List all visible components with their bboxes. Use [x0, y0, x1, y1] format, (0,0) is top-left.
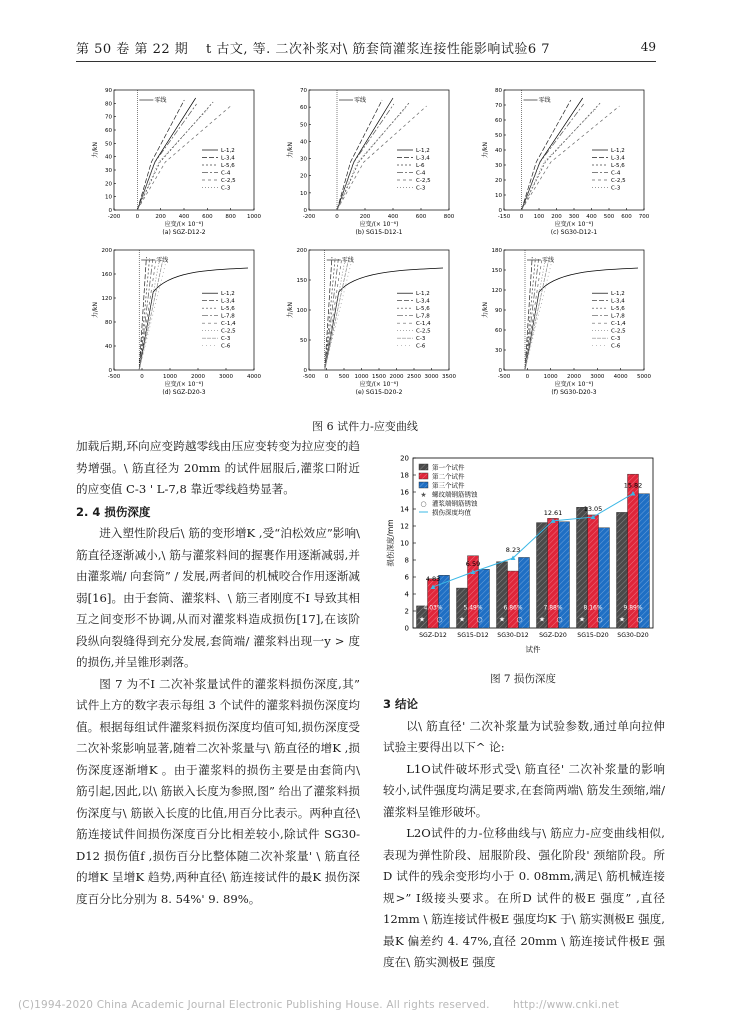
fig7-x-axis-label: 试件	[525, 645, 541, 654]
fig6-curve-L12	[522, 98, 583, 210]
fig7-bar-SGZ-D20-1	[537, 523, 548, 628]
fig7-ytick-label: 8	[404, 556, 409, 565]
fig7-ytick-label: 4	[404, 590, 409, 599]
fig6-ytick-label: 30	[495, 348, 502, 354]
fig7-category-label: SG15-D20	[577, 632, 609, 639]
figure7-bar-chart	[383, 444, 663, 670]
fig7-star-marker: ★	[578, 615, 586, 624]
fig6-legend-label: C-2,5	[611, 328, 626, 335]
fig6-xtick-label: 400	[387, 214, 399, 220]
fig6-curve-C6	[139, 263, 165, 370]
fig6-legend-label: C-3	[221, 185, 231, 192]
fig7-mean-label: 12.61	[543, 508, 563, 517]
fig6-zero-label: 零线	[341, 257, 354, 264]
fig6-xtick-label: 200	[359, 214, 371, 220]
fig6-curve-C3	[522, 108, 597, 210]
fig6-xtick-label: 400	[178, 214, 190, 220]
fig6-legend-label: C-6	[221, 343, 231, 350]
fig7-y-axis-label: 损伤深度/mm	[386, 519, 395, 567]
figure6-curves	[80, 84, 660, 414]
fig7-ytick-label: 14	[400, 505, 409, 514]
fig7-circle-marker: ○	[636, 615, 643, 624]
fig6-panel-3	[481, 88, 650, 236]
fig6-xtick-label: 0	[519, 214, 524, 220]
fig6-zero-label: 零线	[154, 97, 167, 104]
fig7-star-marker: ★	[538, 615, 546, 624]
fig6-ytick-label: 0	[303, 368, 307, 374]
fig7-bar-SGZ-D20-2	[548, 518, 559, 628]
header-rule	[76, 61, 656, 62]
fig6-panel-4	[91, 248, 261, 396]
fig6-legend-label: L-3,4	[611, 155, 625, 162]
fig6-ytick-label: 20	[105, 181, 112, 188]
fig6-xtick-label: 0	[324, 374, 329, 380]
fig7-bar-SG15-D20-3	[596, 528, 610, 628]
fig6-ytick-label: 20	[300, 173, 307, 180]
fig7-category-label: SGZ-D12	[419, 632, 447, 639]
fig6-xtick-label: 2500	[407, 374, 421, 380]
figure6-caption: 图 6 试件力-应变曲线	[312, 420, 418, 433]
fig6-y-axis-label: 力/kN	[287, 142, 294, 158]
fig6-legend-label: L-7,8	[416, 313, 430, 320]
fig6-legend-label: L-3,4	[416, 298, 430, 305]
fig6-ytick-label: 0	[108, 208, 112, 214]
right-column	[383, 694, 665, 974]
fig6-ytick-label: 50	[300, 338, 307, 344]
fig6-xtick-label: 0	[135, 214, 140, 220]
fig7-percent-label: 7.88%	[543, 604, 563, 612]
fig6-xtick-label: -500	[107, 374, 121, 380]
fig6-ytick-label: 40	[300, 139, 307, 146]
fig6-xtick-label: 1000	[543, 374, 558, 380]
fig6-zero-label: 零线	[542, 257, 555, 264]
fig6-xtick-label: 1500	[372, 374, 386, 380]
fig7-circle-marker: ○	[596, 615, 603, 624]
fig6-curve-C25	[522, 106, 620, 210]
fig6-ytick-label: 120	[491, 288, 502, 294]
fig6-y-axis-label: 力/kN	[92, 142, 99, 158]
fig6-legend-label: C-3	[611, 336, 621, 343]
fig6-panel-1	[91, 88, 261, 236]
fig7-mean-label: 4.83	[425, 574, 441, 583]
running-header	[76, 38, 656, 56]
fig6-legend-label: C-3	[221, 336, 231, 343]
fig6-ytick-label: 60	[495, 328, 502, 334]
fig6-legend-label: L-6	[416, 163, 425, 169]
fig6-xtick-label: -200	[107, 214, 121, 220]
footer-copyright: (C)1994-2020 China Academic Journal Electronic Publishing House. All rights reserved.	[18, 999, 490, 1011]
fig6-ytick-label: 100	[296, 308, 307, 314]
fig6-ytick-label: 40	[495, 148, 502, 154]
fig6-legend-label: C-3	[611, 185, 621, 192]
fig6-xtick-label: 500	[603, 214, 615, 220]
fig7-category-label: SG30-D12	[497, 632, 529, 639]
fig7-legend-marker: ★	[420, 491, 427, 499]
fig6-ytick-label: 70	[300, 88, 307, 94]
fig7-star-marker: ★	[458, 615, 466, 624]
fig6-curve-L34	[337, 100, 382, 210]
fig6-legend-label: L-5,6	[611, 306, 625, 313]
fig6-subcaption: (e) SG15-D20-2	[355, 389, 403, 396]
fig6-legend-label: C-2,5	[416, 328, 431, 335]
fig6-zero-label: 零线	[354, 97, 367, 104]
fig6-xtick-label: 700	[638, 214, 650, 220]
fig7-legend-swatch	[419, 464, 428, 470]
fig6-xtick-label: 3500	[442, 374, 456, 380]
fig7-ytick-label: 6	[404, 573, 409, 582]
fig6-ytick-label: 160	[101, 272, 112, 278]
fig6-xtick-label: 0	[335, 214, 339, 220]
fig6-xtick-label: 2000	[191, 374, 205, 380]
fig6-ytick-label: 10	[105, 194, 112, 201]
fig6-xtick-label: 600	[621, 214, 632, 220]
fig6-xtick-label: 2000	[567, 374, 581, 380]
fig7-percent-label: 9.89%	[623, 604, 643, 612]
section-2-4-heading: 2. 4 损伤深度	[76, 504, 151, 519]
fig6-x-axis-label: 应变/(× 10⁻⁶)	[359, 221, 399, 228]
fig6-xtick-label: 0	[140, 374, 144, 380]
fig6-x-axis-label: 应变/(× 10⁻⁶)	[554, 221, 594, 228]
fig6-legend-label: L-3,4	[221, 298, 235, 305]
fig6-xtick-label: 600	[415, 214, 427, 220]
figure7-caption: 图 7 损伤深度	[490, 673, 556, 685]
fig6-panel-6	[481, 248, 651, 396]
fig7-legend-marker: ○	[420, 500, 427, 508]
fig6-x-axis-label: 应变/(× 10⁻⁶)	[554, 381, 594, 388]
fig6-legend-label: C-2,5	[221, 178, 236, 184]
fig6-xtick-label: -500	[302, 374, 316, 380]
right-para-3: L2O试件的力-位移曲线与\ 筋应力-应变曲线相似,表现为弹性阶段、屈服阶段、强化阶段' 颈缩阶段。所D 试件的残余变形均小于 0. 08mm,满足\ 筋机械连接规>” Ⅰ级接头要求。在所D 试件的极E 强度” ,直径 12mm \ 筋连接试件极E 强度均K 于\ 筋实测极E 强度,最K 偏差约 4. 47%,直径 20mm \ 筋连接试件极E 强度在\ 筋实测极E 强度	[383, 826, 665, 969]
fig7-legend-swatch	[419, 482, 428, 488]
fig6-xtick-label: 200	[155, 214, 166, 220]
fig6-ytick-label: 80	[495, 88, 502, 94]
fig7-bar-SGZ-D20-3	[556, 522, 570, 628]
fig6-ytick-label: 30	[495, 163, 502, 169]
fig6-panel-5	[286, 248, 456, 396]
fig6-legend-label: C-2,5	[416, 178, 431, 184]
footer	[18, 999, 620, 1011]
fig7-star-marker: ★	[498, 615, 506, 624]
fig6-xtick-label: 800	[225, 214, 236, 220]
fig6-xtick-label: 5000	[637, 374, 651, 380]
fig6-xtick-label: 400	[586, 214, 597, 220]
fig6-xtick-label: -200	[302, 214, 316, 220]
fig6-ytick-label: 30	[105, 168, 112, 174]
fig6-curve-C4	[522, 104, 584, 210]
fig6-subcaption: (b) SG15-D12-1	[355, 229, 403, 236]
footer-url: http://www.cnki.net	[513, 999, 620, 1011]
fig6-ytick-label: 60	[105, 128, 112, 134]
fig6-panel-2	[286, 88, 455, 236]
fig6-curve-L78	[139, 259, 153, 370]
fig6-legend-label: L-3,4	[611, 298, 625, 305]
fig6-xtick-label: 800	[443, 214, 455, 220]
fig6-legend-label: L-5,6	[221, 306, 235, 313]
fig6-legend-label: L-1,2	[611, 291, 625, 298]
left-column	[76, 436, 360, 910]
fig6-xtick-label: 1000	[247, 214, 261, 220]
fig6-ytick-label: 30	[300, 156, 307, 163]
fig6-legend-label: L-3,4	[416, 155, 430, 162]
fig6-legend-label: L-5,6	[416, 306, 430, 313]
fig7-ytick-label: 10	[400, 539, 409, 548]
right-para-1: 以\ 筋直径' 二次补浆量为试验参数,通过单向拉伸试验主要得出以下^ 论:	[383, 718, 665, 754]
fig7-ytick-label: 12	[400, 522, 409, 531]
fig7-ytick-label: 16	[400, 488, 409, 497]
fig6-x-axis-label: 应变/(× 10⁻⁶)	[164, 381, 204, 388]
fig6-subcaption: (f) SG30-D20-3	[551, 389, 597, 396]
fig6-xtick-label: 200	[551, 214, 562, 220]
fig6-xtick-label: 100	[533, 214, 545, 220]
fig6-legend-label: C-4	[221, 170, 231, 177]
fig6-ytick-label: 60	[300, 105, 307, 112]
fig6-subcaption: (d) SGZ-D20-3	[162, 389, 206, 396]
fig6-ytick-label: 10	[495, 193, 502, 199]
fig7-ytick-label: 18	[400, 471, 409, 480]
fig7-category-label: SG30-D20	[617, 632, 649, 639]
fig6-ytick-label: 0	[498, 368, 502, 374]
fig6-xtick-label: 1000	[163, 374, 177, 380]
fig6-ytick-label: 200	[296, 248, 307, 254]
fig6-xtick-label: 3000	[424, 374, 439, 380]
fig6-ytick-label: 60	[495, 118, 502, 124]
fig6-subcaption: (c) SG30-D12-1	[550, 229, 598, 236]
fig7-star-marker: ★	[418, 615, 426, 624]
fig6-ytick-label: 150	[491, 268, 502, 274]
fig6-curve-L56	[522, 102, 602, 210]
fig6-legend-label: L-1,2	[611, 148, 625, 154]
fig6-xtick-label: 1000	[354, 374, 369, 380]
fig6-curve-L78	[525, 259, 539, 370]
fig6-curve-C6	[325, 263, 351, 370]
fig6-ytick-label: 50	[495, 133, 502, 139]
fig6-curve-C3	[137, 108, 208, 210]
fig6-legend-label: C-1,4	[221, 321, 236, 328]
fig6-ytick-label: 200	[101, 248, 112, 254]
fig6-xtick-label: 0	[525, 374, 530, 380]
fig6-legend-label: C-4	[416, 170, 426, 177]
fig7-legend-label: 第一个试件	[432, 463, 465, 472]
journal-volume: 第 50 卷 第 22 期	[76, 42, 189, 57]
fig7-circle-marker: ○	[556, 615, 563, 624]
fig6-xtick-label: 4000	[247, 374, 261, 380]
fig7-legend-swatch	[419, 473, 428, 479]
fig7-mean-label: 8.23	[505, 546, 521, 555]
fig6-legend-label: L-7,8	[611, 313, 625, 320]
fig7-percent-label: 8.16%	[583, 604, 603, 612]
fig6-xtick-label: 300	[568, 214, 580, 220]
fig6-legend-label: C-3	[416, 185, 426, 192]
fig6-ytick-label: 10	[300, 190, 307, 197]
fig6-ytick-label: 50	[300, 122, 307, 129]
fig6-y-axis-label: 力/kN	[92, 302, 99, 318]
fig6-ytick-label: 0	[498, 208, 502, 214]
fig7-legend-label: 灌浆端钢筋锈蚀	[432, 499, 478, 508]
fig6-legend-label: C-3	[416, 336, 426, 343]
fig6-ytick-label: 90	[495, 308, 502, 314]
fig6-ytick-label: 70	[495, 103, 502, 109]
fig7-ytick-label: 2	[404, 607, 409, 616]
fig6-legend-label: C-1,4	[416, 321, 431, 328]
fig7-mean-label: 15.82	[623, 481, 643, 490]
fig6-legend-label: C-6	[611, 343, 621, 350]
fig7-mean-label: 13.05	[583, 505, 603, 514]
fig7-circle-marker: ○	[516, 615, 523, 624]
fig6-legend-label: C-4	[611, 170, 621, 177]
fig7-legend-label: 第二个试件	[432, 472, 465, 481]
fig6-ytick-label: 0	[303, 208, 307, 214]
fig6-curve-L34	[137, 100, 184, 210]
fig7-circle-marker: ○	[436, 615, 443, 624]
fig6-curve-C6	[525, 263, 551, 370]
fig6-legend-label: L-5,6	[611, 163, 625, 169]
left-para-2: 进入塑性阶段后\ 筋的变形增K ,受“泊松效应”影响\ 筋直径逐渐减小,\ 筋与灌浆料间的握裹作用逐渐减弱,并由灌浆端/ 向套筒” / 发展,两者间的机械咬合作用逐渐减弱[16]。由于套筒、灌浆料、\ 筋三者刚度不I 导致其相互之间变形不协调,从而对灌浆料造成损伤[17],在该阶段纵向裂缝得到充分发展,套筒端/ 灌浆料出现一y > 度的损伤,并呈锥形剥落。	[76, 526, 360, 669]
fig6-legend-label: L-1,2	[416, 291, 430, 298]
fig6-legend-label: L-5,6	[221, 163, 235, 169]
fig7-legend-label: 损伤深度均值	[432, 508, 471, 517]
fig6-xtick-label: 3000	[219, 374, 233, 380]
fig6-legend-label: L-1,2	[221, 148, 235, 154]
fig6-legend-label: L-3,4	[221, 155, 235, 162]
fig6-ytick-label: 20	[495, 178, 502, 184]
fig6-xtick-label: 600	[202, 214, 213, 220]
fig6-ytick-label: 90	[105, 88, 112, 94]
fig6-curve-L78	[325, 259, 339, 370]
left-para-1: 加载后期,环向应变跨越零线由压应变转变为拉应变的趋势增强。\ 筋直径为 20mm 的试件屈服后,灌浆口附近的应变值 C-3 ' L-7,8 靠近零线趋势显著。	[76, 439, 360, 496]
fig6-ytick-label: 50	[105, 141, 112, 148]
fig6-zero-label: 零线	[538, 97, 551, 104]
fig7-legend-label: 第三个试件	[432, 481, 465, 490]
fig6-ytick-label: 180	[491, 248, 502, 254]
fig6-legend-label: L-1,2	[221, 291, 235, 298]
fig6-curve-L56	[137, 102, 213, 210]
fig6-ytick-label: 150	[296, 278, 307, 284]
fig6-y-axis-label: 力/kN	[482, 142, 489, 158]
fig6-curve-C3	[337, 108, 406, 210]
fig6-legend-label: C-2,5	[221, 328, 236, 335]
left-para-3: 图 7 为不I 二次补浆量试件的灌浆料损伤深度,其” 试件上方的数字表示每组 3 个试件的灌浆料损伤深度均值。根据每组试件灌浆料损伤深度均值可知,损伤深度受二次补浆影响显著,随着二次补浆量与\ 筋直径的增K ,损伤深度逐渐增K 。由于灌浆料的损伤主要是由套筒内\ 筋引起,因此,以\ 筋嵌入长度为参照,图” 给出了灌浆料损伤深度与\ 筋嵌入长度的比值,用百分比表示。两种直径\ 筋连接试件间损伤深度百分比相差较小,除试件 SG30-D12 损伤值f ,损伤百分比整体随二次补浆量' \ 筋直径的增K 呈增K 趋势,两种直径\ 筋连接试件的最K 损伤深度百分比分别为 8. 54%' 9. 89%。	[76, 676, 360, 906]
fig6-y-axis-label: 力/kN	[482, 302, 489, 318]
fig6-legend-label: L-1,2	[416, 148, 430, 154]
fig6-xtick-label: 2000	[389, 374, 404, 380]
fig7-legend-label: 螺纹端钢筋锈蚀	[432, 490, 478, 499]
fig7-mean-label: 6.59	[465, 559, 481, 568]
fig6-x-axis-label: 应变/(× 10⁻⁶)	[164, 221, 204, 228]
fig6-ytick-label: 80	[105, 101, 112, 108]
fig7-percent-label: 6.86%	[503, 604, 523, 612]
fig6-subcaption: (a) SGZ-D12-2	[162, 229, 206, 236]
fig6-legend-label: L-7,8	[221, 313, 235, 320]
fig7-circle-marker: ○	[476, 615, 483, 624]
fig6-ytick-label: 70	[105, 114, 112, 121]
article-title-header: t 古文, 等. 二次补浆对\ 筋套筒灌浆连接性能影响试验6 7	[206, 42, 551, 57]
fig6-ytick-label: 120	[101, 296, 112, 302]
fig6-legend-label: C-6	[416, 343, 426, 350]
page-number: 49	[640, 40, 656, 54]
fig6-ytick-label: 40	[105, 344, 112, 350]
section-3-heading: 3 结论	[383, 697, 419, 711]
fig7-star-marker: ★	[618, 615, 626, 624]
fig6-y-axis-label: 力/kN	[287, 302, 294, 318]
fig7-ytick-label: 0	[404, 624, 409, 633]
fig6-xtick-label: 500	[338, 374, 350, 380]
fig6-xtick-label: 4000	[613, 374, 628, 380]
fig6-xtick-label: -150	[497, 214, 511, 220]
fig7-ytick-label: 20	[400, 454, 409, 463]
fig6-ytick-label: 80	[105, 320, 112, 326]
fig7-category-label: SGZ-D20	[539, 632, 567, 639]
fig6-legend-label: C-2,5	[611, 178, 626, 184]
fig6-zero-label: 零线	[156, 257, 169, 264]
right-para-2: L1O试件破坏形式受\ 筋直径' 二次补浆量的影响较小,试件强度均满足要求,在套筒两端\ 筋发生颈缩,端/ 灌浆料呈锥形破坏。	[383, 761, 665, 819]
fig6-ytick-label: 0	[108, 368, 112, 374]
fig7-category-label: SG15-D12	[457, 632, 489, 639]
fig6-xtick-label: 3000	[590, 374, 605, 380]
fig7-percent-label: 4.03%	[423, 604, 443, 612]
fig6-ytick-label: 40	[105, 154, 112, 161]
fig7-percent-label: 5.49%	[463, 604, 483, 612]
fig6-curve-L6	[337, 102, 410, 210]
fig6-xtick-label: -500	[497, 374, 511, 380]
fig6-legend-label: C-1,4	[611, 321, 626, 328]
fig6-x-axis-label: 应变/(× 10⁻⁶)	[359, 381, 399, 388]
